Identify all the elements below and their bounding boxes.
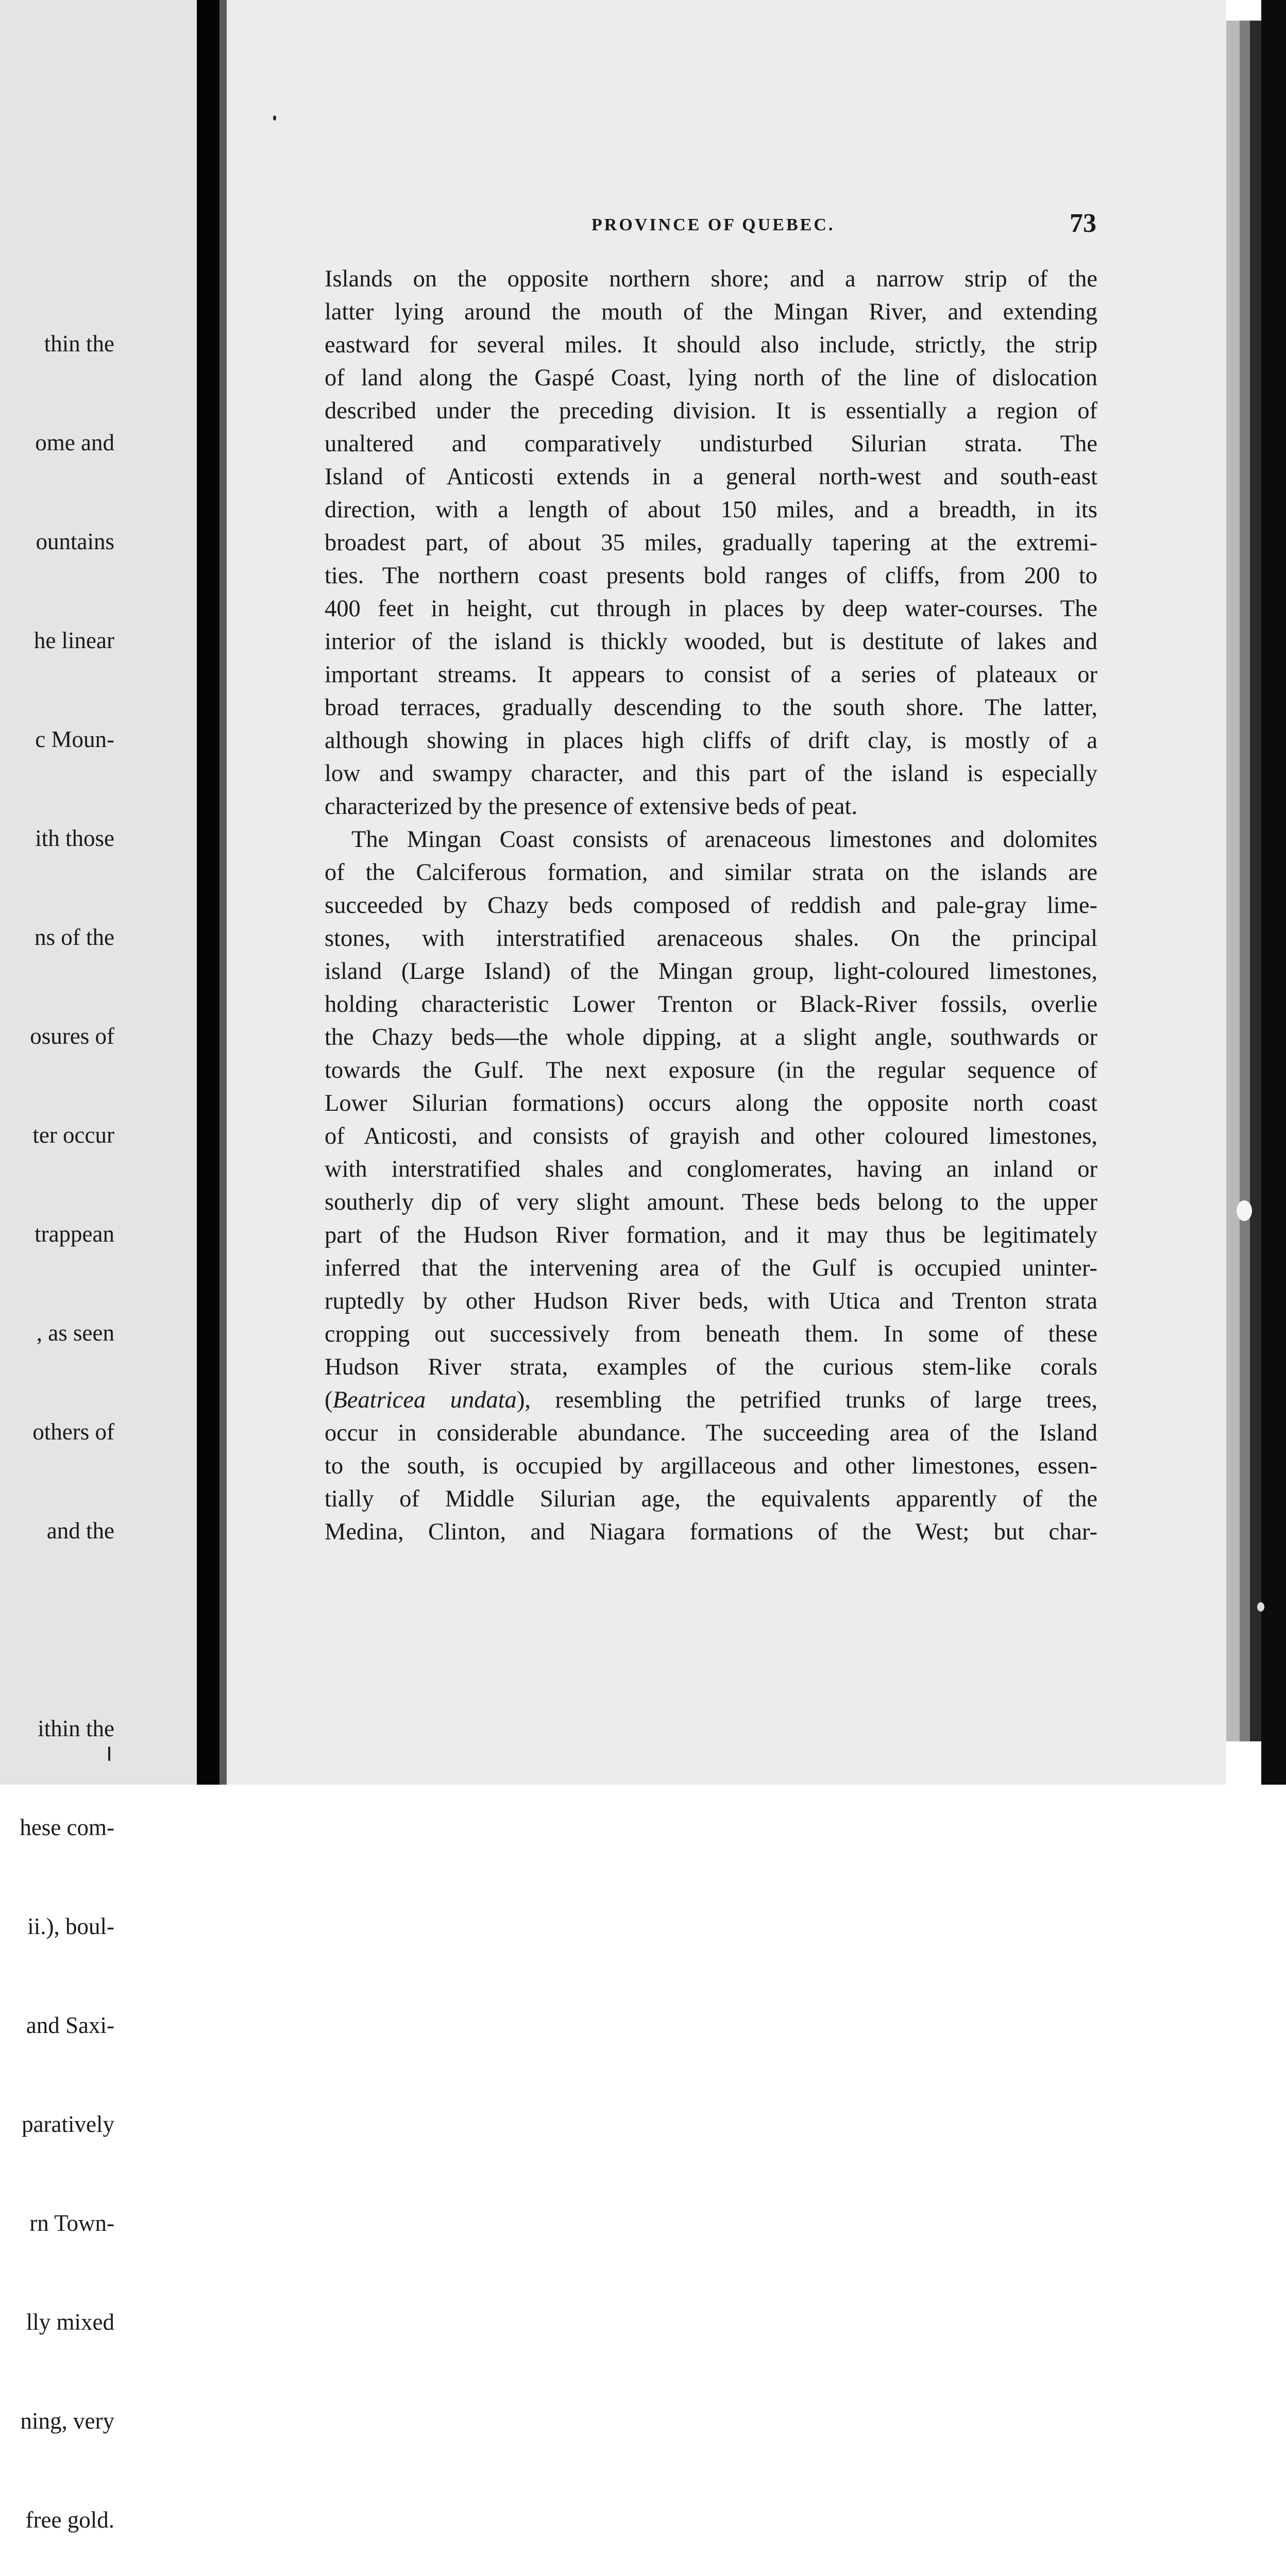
left-line: ning, very xyxy=(20,2408,114,2434)
text-line: the Chazy beds—the whole dipping, at a slight angle, southwards or xyxy=(325,1024,1097,1050)
text-line: ties. The northern coast presents bold ranges of cliffs, from 200 to xyxy=(325,563,1097,589)
book-cover-edge xyxy=(1261,0,1286,1785)
book-gutter xyxy=(197,0,219,1785)
scan-speck xyxy=(273,115,276,121)
left-line: , as seen xyxy=(36,1320,114,1346)
text-line: Hudson River strata, examples of the curious stem-like corals xyxy=(325,1354,1097,1380)
scan-speck xyxy=(1257,1602,1264,1612)
text-line: of the Calciferous formation, and similar strata on the islands are xyxy=(325,859,1097,886)
left-line: ithin the xyxy=(38,1716,114,1741)
page-edge xyxy=(1226,21,1240,1741)
text-line: part of the Hudson River formation, and it may thus be legitimately xyxy=(325,1222,1097,1248)
text-line: holding characteristic Lower Trenton or Black-River fossils, overlie xyxy=(325,991,1097,1018)
text-line: described under the preceding division. It is essentially a region of xyxy=(325,398,1097,424)
text-line: stones, with interstratified arenaceous shales. On the principal xyxy=(325,925,1097,952)
running-header: PROVINCE OF QUEBEC. xyxy=(591,215,835,234)
left-line: paratively xyxy=(22,2111,114,2137)
text-line: ruptedly by other Hudson River beds, with Utica and Trenton strata xyxy=(325,1288,1097,1314)
left-page xyxy=(0,0,206,2533)
text-line: low and swampy character, and this part of the island is especially xyxy=(325,760,1097,787)
text-line: towards the Gulf. The next exposure (in the regular sequence of xyxy=(325,1057,1097,1083)
text-line-paragraph-start: The Mingan Coast consists of arenaceous limestones and dolomites xyxy=(351,826,1097,853)
text-line: direction, with a length of about 150 miles, and a breadth, in its xyxy=(325,497,1097,523)
text-line: interior of the island is thickly wooded, but is destitute of lakes and xyxy=(325,629,1097,655)
left-line: c Moun- xyxy=(35,726,114,752)
left-line: ith those xyxy=(35,825,114,851)
text-line: Lower Silurian formations) occurs along the opposite north coast xyxy=(325,1090,1097,1116)
scan-speck xyxy=(108,1747,110,1761)
page-edge xyxy=(1250,21,1261,1741)
left-line: ter occur xyxy=(32,1122,114,1148)
text-line: (Beatricea undata), resembling the petrified trunks of large trees, xyxy=(325,1387,1097,1413)
left-line: hese com- xyxy=(20,1815,114,1840)
text-line: 400 feet in height, cut through in places by deep water-courses. The xyxy=(325,596,1097,622)
text-line: inferred that the intervening area of the Gulf is occupied uninter- xyxy=(325,1255,1097,1281)
text-line: although showing in places high cliffs of drift clay, is mostly of a xyxy=(325,727,1097,754)
left-line: ii.), boul- xyxy=(27,1913,114,1939)
text-line: with interstratified shales and conglomerates, having an inland or xyxy=(325,1156,1097,1182)
text-line: eastward for several miles. It should also include, strictly, the strip xyxy=(325,332,1097,358)
body-text xyxy=(325,263,1097,1549)
left-line: ome and xyxy=(35,430,114,455)
left-line: trappean xyxy=(35,1221,114,1247)
left-line: others of xyxy=(32,1419,114,1445)
text-line: Island of Anticosti extends in a general north-west and south-east xyxy=(325,464,1097,490)
left-line: ns of the xyxy=(35,924,114,950)
text-line: of Anticosti, and consists of grayish and other coloured limestones, xyxy=(325,1123,1097,1149)
left-line: thin the xyxy=(44,331,114,357)
left-page-text xyxy=(0,261,114,2576)
left-line: lly mixed xyxy=(26,2309,114,2335)
text-line: island (Large Island) of the Mingan group, light-coloured limestones, xyxy=(325,958,1097,985)
text-line: unaltered and comparatively undisturbed Silurian strata. The xyxy=(325,431,1097,457)
page-edge xyxy=(1240,21,1250,1741)
gutter-shadow xyxy=(219,0,227,1785)
left-line: free gold. xyxy=(25,2507,114,2533)
left-line: rn Town- xyxy=(29,2210,114,2236)
text-line: important streams. It appears to consist of a series of plateaux or xyxy=(325,662,1097,688)
text-line: latter lying around the mouth of the Mingan River, and extending xyxy=(325,299,1097,325)
text-line: to the south, is occupied by argillaceous and other limestones, essen- xyxy=(325,1453,1097,1479)
species-name: Beatricea undata xyxy=(332,1387,517,1413)
text-line: occur in considerable abundance. The succeeding area of the Island xyxy=(325,1420,1097,1446)
left-line: and the xyxy=(46,1518,114,1544)
text-line: cropping out successively from beneath them. In some of these xyxy=(325,1321,1097,1347)
scan-speck xyxy=(1237,1200,1252,1221)
left-line: ountains xyxy=(36,529,114,554)
text-line: Islands on the opposite northern shore; and a narrow strip of the xyxy=(325,266,1097,292)
left-line: osures of xyxy=(30,1023,114,1049)
text-line-paragraph-end: characterized by the presence of extensive beds of peat. xyxy=(325,793,858,820)
text-line: succeeded by Chazy beds composed of reddish and pale-gray lime- xyxy=(325,892,1097,919)
text-line: broadest part, of about 35 miles, gradually tapering at the extremi- xyxy=(325,530,1097,556)
left-line: he linear xyxy=(33,628,114,653)
text-line: of land along the Gaspé Coast, lying north of the line of dislocation xyxy=(325,365,1097,391)
text-line: broad terraces, gradually descending to the south shore. The latter, xyxy=(325,694,1097,721)
page-number: 73 xyxy=(1070,209,1096,238)
text-line: southerly dip of very slight amount. These beds belong to the upper xyxy=(325,1189,1097,1215)
left-line: and Saxi- xyxy=(26,2012,114,2038)
left-line xyxy=(0,1613,114,1646)
text-line: tially of Middle Silurian age, the equivalents apparently of the xyxy=(325,1486,1097,1512)
text-line: Medina, Clinton, and Niagara formations of the West; but char- xyxy=(325,1519,1097,1545)
